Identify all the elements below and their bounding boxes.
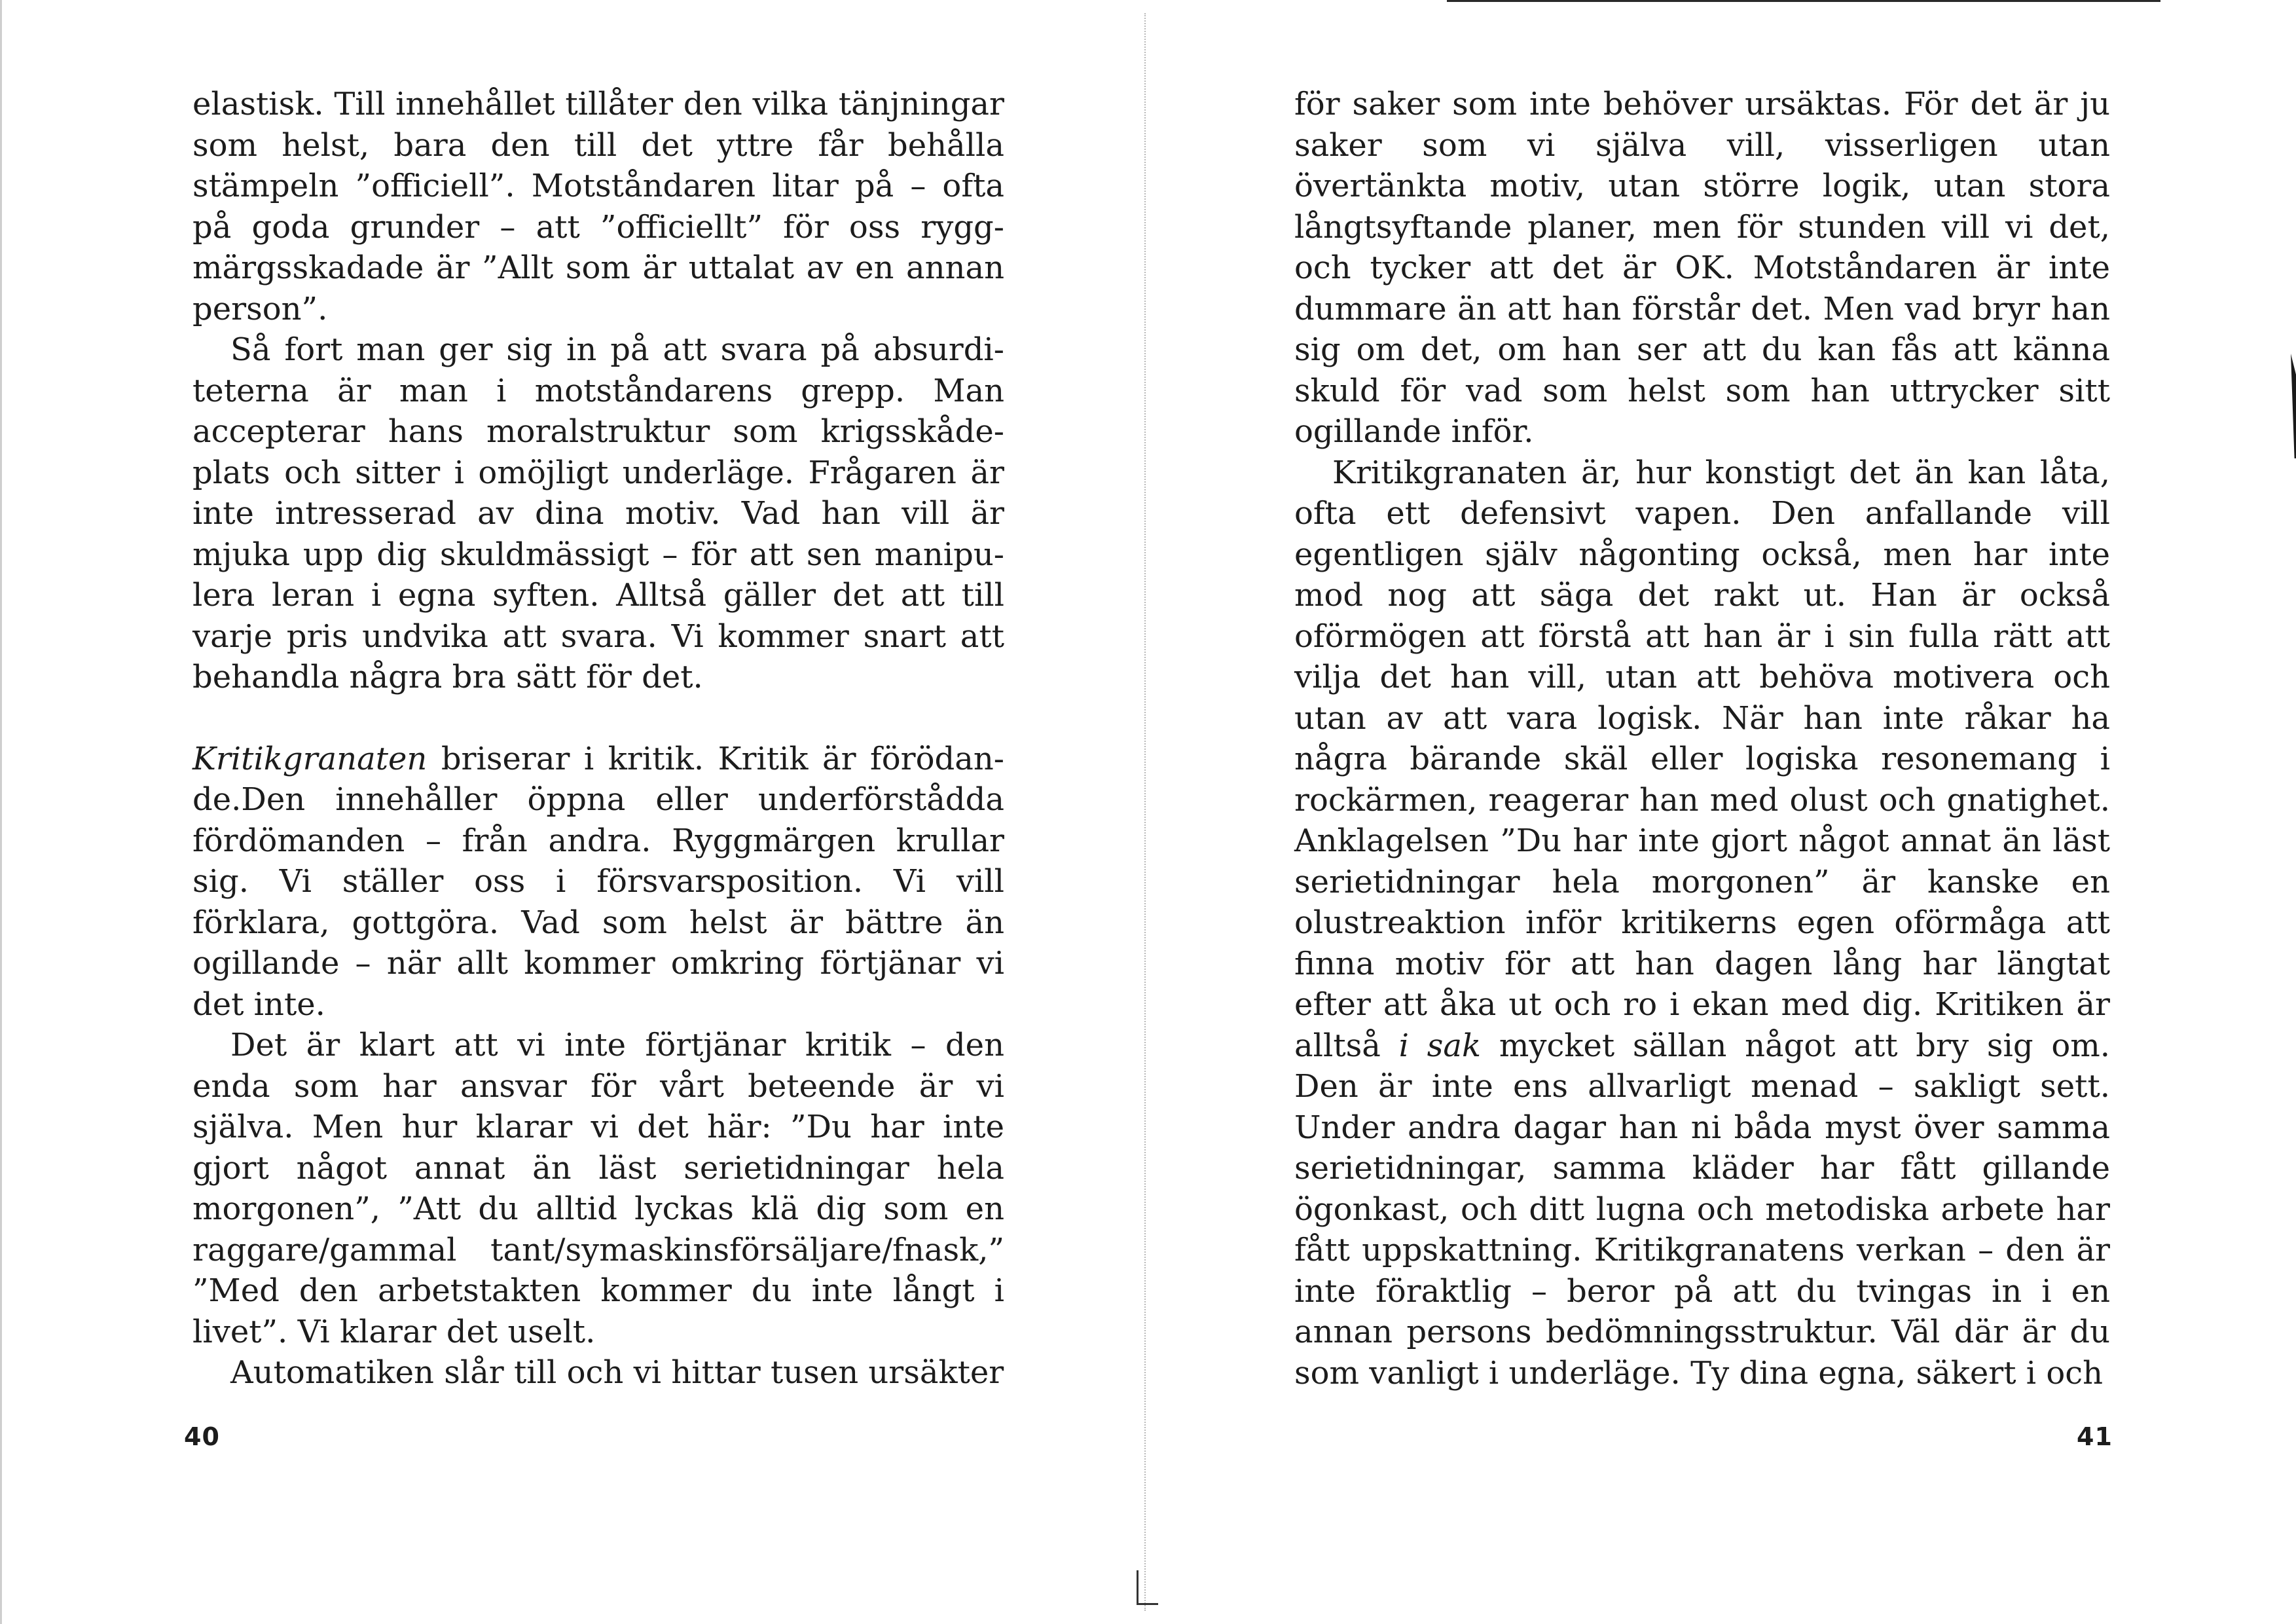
- paragraph-text: briserar i kritik. Kritik är förödande.Den innehåller öppna eller underförstådda fördömanden – från andra. Ryggmärgen krullar sig. Vi ställer oss i försvarsposition. Vi vill förklara, gottgöra. Vad som helst är bättre än ogillande – när allt kommer omkring förtjänar vi det inte.: [192, 740, 1004, 1023]
- page-number: 40: [184, 1422, 220, 1451]
- paragraph: [1294, 452, 2110, 1394]
- right-page-text: [1294, 84, 2110, 1393]
- paragraph: Det är klart att vi inte förtjänar kritik – den enda som har ansvar för vårt beteende är vi själva. Men hur klarar vi det här: ”Du har inte gjort något annat än läst serietidningar hela morgonen”, ”Att du alltid lyckas klä dig som en raggare/gammal tant/symaskinsförsäljare/fnask,” ”Med den arbetstakten kommer du inte långt i livet”. Vi klarar det uselt.: [192, 1027, 1004, 1350]
- paragraph: elastisk. Till innehållet tillåter den vilka tänjningar som helst, bara den till det yttre får behålla stämpeln ”officiell”. Motståndaren litar på – ofta på goda grunder – att ”officiellt” för oss ryggmärgsskadade är ”Allt som är uttalat av en annan person”.: [192, 86, 1004, 327]
- left-page-text: [192, 84, 1004, 1393]
- paragraph: för saker som inte behöver ursäktas. För det är ju saker som vi själva vill, visserligen utan övertänkta motiv, utan större logik, utan stora långtsyftande planer, men för stunden vill vi det, och tycker att det är OK. Motståndaren är inte dummare än att han förstår det. Men vad bryr han sig om det, om han ser att du kan fås att känna skuld för vad som helst som han uttrycker sitt ogillande inför.: [1294, 86, 2110, 450]
- paragraph: [192, 739, 1004, 1025]
- paragraph-text: Kritikgranaten är, hur konstigt det än kan låta, ofta ett defensivt vapen. Den anfallande vill egentligen själv någonting också, men har inte mod nog att säga det rakt ut. Han är också oförmögen att förstå att han är i sin fulla rätt att vilja det han vill, utan att behöva motivera och utan av att vara logisk. När han inte råkar ha några bärande skäl eller logiska resonemang i rockärmen, reagerar han med olust och gnatighet. Anklagelsen ”Du har inte gjort något annat än läst serietidningar hela morgonen” är kanske en olustreaktion inför kritikerns egen oförmåga att finna motiv för att han dagen lång har längtat efter att åka ut och ro i ekan med dig. Kritiken är alltså: [1294, 454, 2110, 1064]
- paragraph: Så fort man ger sig in på att svara på absurditeterna är man i motståndarens grepp. Man accepterar hans moralstruktur som krigsskådeplats och sitter i omöjligt underläge. Frågaren är inte intresserad av dina motiv. Vad han vill är mjuka upp dig skuldmässigt – för att sen manipulera leran i egna syften. Alltså gäller det att till varje pris undvika att svara. Vi kommer snart att behandla några bra sätt för det.: [192, 331, 1004, 695]
- italic-term: Kritikgranaten: [192, 740, 428, 777]
- right-page: [1148, 0, 2296, 1624]
- paragraph-text: mycket sällan något att bry sig om. Den är inte ens allvarligt menad – sakligt sett. Under andra dagar han ni båda myst över samma serietidningar, samma kläder har fått gillande ögonkast, och ditt lugna och metodiska arbete har fått uppskattning. Kritikgranatens verkan – den är inte föraktlig – beror på att du tvingas in i en annan persons bedömningsstruktur. Väl där är du som vanligt i underläge. Ty dina egna, säkert i och: [1294, 1027, 2110, 1392]
- paragraph: Automatiken slår till och vi hittar tusen ursäkter: [230, 1354, 1004, 1391]
- page-number: 41: [2077, 1422, 2113, 1451]
- italic-term: i sak: [1398, 1027, 1482, 1064]
